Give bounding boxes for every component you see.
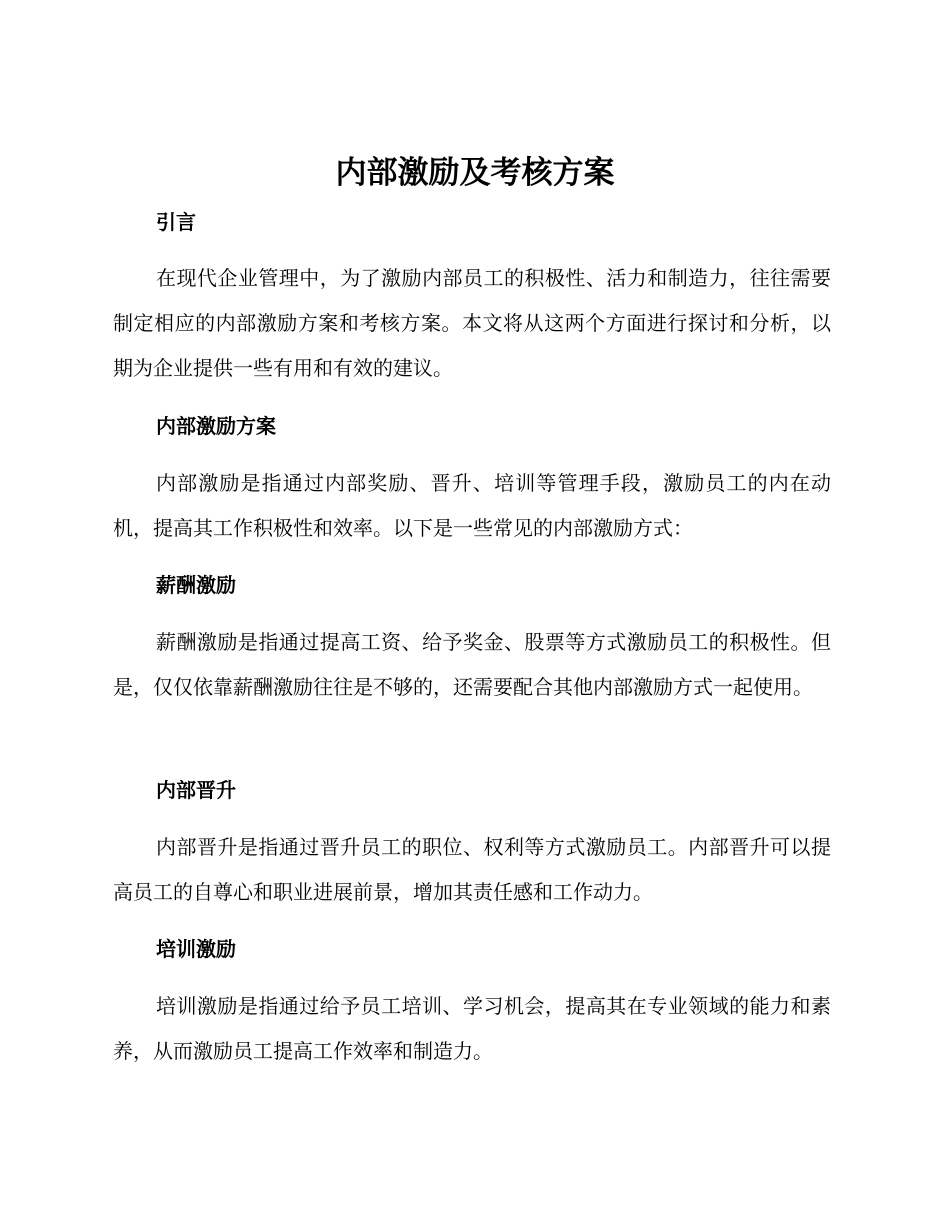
section-paragraph-training-incentive: 培训激励是指通过给予员工培训、学习机会，提高其在专业领域的能力和素养，从而激励员工提高工作效率和制造力。 <box>113 994 831 1063</box>
section-paragraph-internal-promotion: 内部晋升是指通过晋升员工的职位、权利等方式激励员工。内部晋升可以提高员工的自尊心和职业进展前景，增加其责任感和工作动力。 <box>113 835 831 904</box>
section-paragraph-salary-incentive: 薪酬激励是指通过提高工资、给予奖金、股票等方式激励员工的积极性。但是，仅仅依靠薪酬激励往往是不够的，还需要配合其他内部激励方式一起使用。 <box>113 630 831 699</box>
section-heading-salary-incentive: 薪酬激励 <box>156 573 236 597</box>
section-heading-training-incentive: 培训激励 <box>156 937 236 961</box>
section-heading-internal-promotion: 内部晋升 <box>156 778 236 802</box>
document-title: 内部激励及考核方案 <box>335 155 615 191</box>
section-heading-internal-incentive-plan: 内部激励方案 <box>156 414 276 438</box>
section-heading-introduction: 引言 <box>156 210 196 234</box>
section-paragraph-introduction: 在现代企业管理中，为了激励内部员工的积极性、活力和制造力，往往需要制定相应的内部激励方案和考核方案。本文将从这两个方面进行探讨和分析，以期为企业提供一些有用和有效的建议。 <box>113 266 831 380</box>
section-paragraph-internal-incentive-plan: 内部激励是指通过内部奖励、晋升、培训等管理手段，激励员工的内在动机，提高其工作积极性和效率。以下是一些常见的内部激励方式： <box>113 471 831 540</box>
